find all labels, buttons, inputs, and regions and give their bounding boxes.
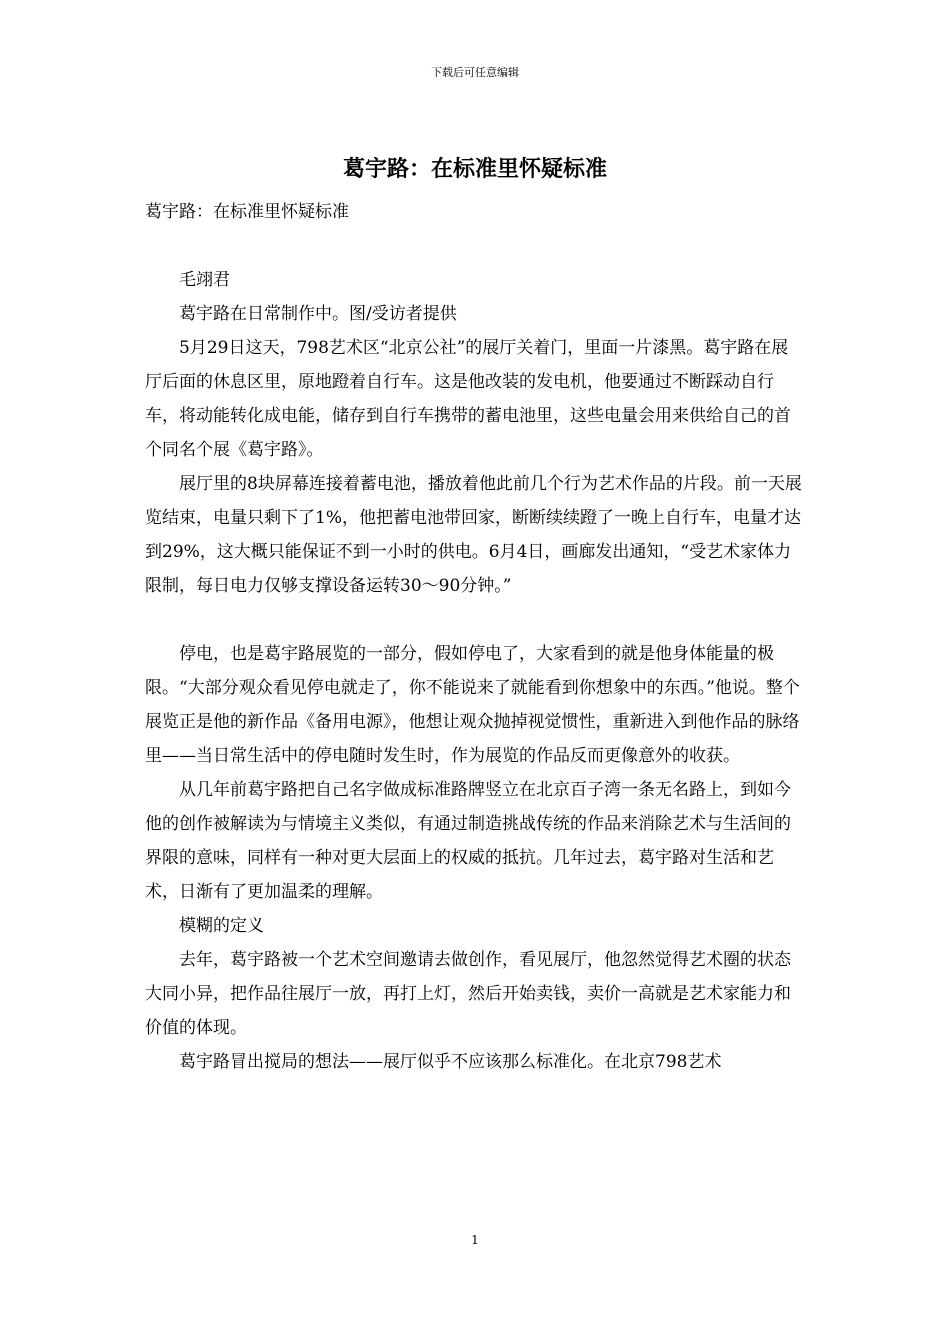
paragraph: 去年，葛宇路被一个艺术空间邀请去做创作，看见展厅，他忽然觉得艺术圈的状态大同小异，把作品往展厅一放，再打上灯，然后开始卖钱，卖价一高就是艺术家能力和价值的体现。 [145,950,791,1038]
paragraph: 展厅里的8块屏幕连接着蓄电池，播放着他此前几个行为艺术作品的片段。前一天展览结束，电量只剩下了1%，他把蓄电池带回家，断断续续蹬了一晚上自行车，电量才达到29%，这大概只能保证不到一小时的供电。6月4日，画廊发出通知，“受艺术家体力限制，每日电力仅够支撑设备运转30～90分钟。” [145,474,802,596]
document-body [145,195,805,1079]
document-subtitle: 葛宇路：在标准里怀疑标准 [145,202,349,222]
document-title: 葛宇路：在标准里怀疑标准 [342,156,607,182]
photo-caption: 葛宇路在日常制作中。图/受访者提供 [179,304,457,324]
blank-line [145,229,805,263]
paragraph: 从几年前葛宇路把自己名字做成标准路牌竖立在北京百子湾一条无名路上，到如今他的创作被解读为与情境主义类似，有通过制造挑战传统的作品来消除艺术与生活间的界限的意味，同样有一种对更大层面上的权威的抵抗。几年过去，葛宇路对生活和艺术，日渐有了更加温柔的理解。 [145,780,791,902]
section-heading: 模糊的定义 [179,916,264,936]
author-line: 毛翊君 [179,270,230,290]
paragraph: 5月29日这天，798艺术区“北京公社”的展厅关着门，里面一片漆黑。葛宇路在展厅后面的休息区里，原地蹬着自行车。这是他改装的发电机，他要通过不断踩动自行车，将动能转化成电能，储存到自行车携带的蓄电池里，这些电量会用来供给自己的首个同名个展《葛宇路》。 [145,338,791,460]
paragraph: 葛宇路冒出搅局的想法——展厅似乎不应该那么标准化。在北京798艺术 [179,1052,722,1072]
header-note: 下载后可任意编辑 [431,66,519,79]
page-number: 1 [471,1233,479,1247]
blank-line [145,603,805,637]
paragraph: 停电，也是葛宇路展览的一部分，假如停电了，大家看到的就是他身体能量的极限。“大部分观众看见停电就走了，你不能说来了就能看到你想象中的东西。”他说。整个展览正是他的新作品《备用电源》，他想让观众抛掉视觉惯性，重新进入到他作品的脉络里——当日常生活中的停电随时发生时，作为展览的作品反而更像意外的收获。 [145,644,800,766]
